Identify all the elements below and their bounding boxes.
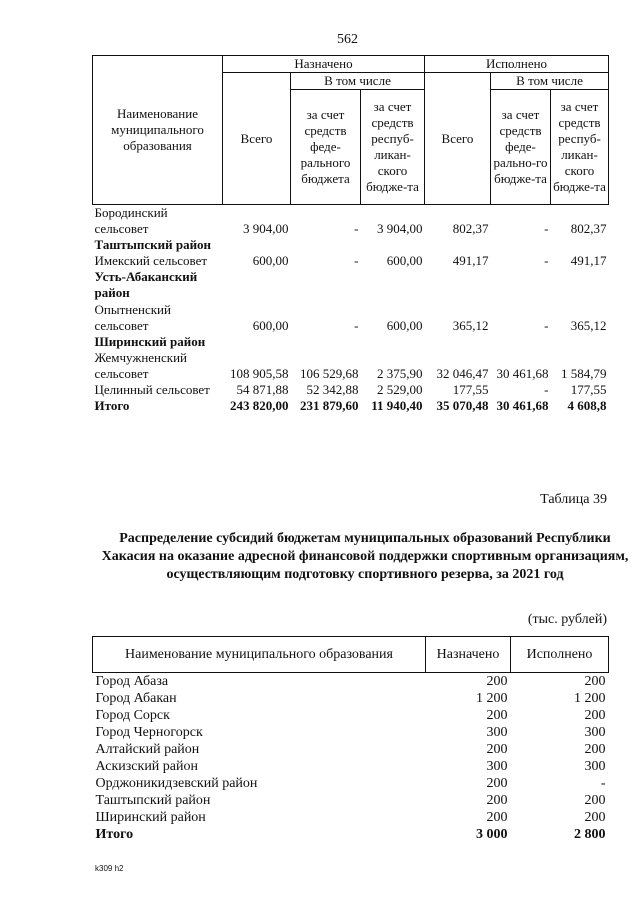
row-name: Город Абаза: [95, 674, 169, 689]
row-name: Ширинский район: [94, 333, 206, 349]
row-value: 3 904,00: [243, 221, 289, 237]
row-value: [425, 237, 491, 253]
header-assigned: Назначено: [223, 56, 425, 73]
row-value: [291, 269, 361, 301]
row-assigned: 200: [486, 810, 508, 825]
row-value: [291, 334, 361, 350]
row-value: -: [544, 253, 549, 269]
row-value: 11 940,40: [371, 398, 423, 414]
table-row: [93, 205, 609, 238]
header-assigned-fed: за счет средств феде-рального бюджета: [291, 90, 361, 205]
row-value: 600,00: [386, 253, 423, 269]
row-executed: 200: [584, 708, 606, 723]
row-value: 2 375,90: [377, 365, 423, 381]
table-row: [93, 673, 609, 691]
row-assigned: 200: [486, 776, 508, 791]
subsidy-table-continued: [92, 55, 609, 414]
row-value: [425, 334, 491, 350]
row-name: Город Черногорск: [95, 725, 203, 740]
table-row: [93, 253, 609, 269]
table-row: [93, 792, 609, 809]
row-value: 491,17: [452, 253, 489, 269]
row-value: [291, 237, 361, 253]
row-name: Целинный сельсовет: [94, 382, 210, 398]
header-assigned-rep: за счет средств респуб-ликан-ского бюдже-та: [361, 90, 425, 205]
row-assigned: 300: [486, 759, 508, 774]
row-name: Имекский сельсовет: [94, 253, 208, 269]
row-executed: -: [600, 776, 606, 791]
footer-code: k309 h2: [95, 864, 124, 873]
row-executed: 200: [584, 810, 606, 825]
row-value: 30 461,68: [496, 365, 549, 381]
row-name: Усть-Абаканский район: [94, 269, 198, 301]
row-value: [551, 237, 609, 253]
row-value: [361, 237, 425, 253]
row-value: [491, 269, 551, 301]
row-value: [425, 269, 491, 301]
row-value: 54 871,88: [236, 382, 289, 398]
header-executed-total: Всего: [425, 73, 491, 205]
table-row: [93, 707, 609, 724]
row-assigned: 200: [486, 793, 508, 808]
header-executed: Исполнено: [425, 56, 609, 73]
row-executed: 200: [584, 674, 606, 689]
table-row: [93, 758, 609, 775]
row-name: Жемчужненский сельсовет: [94, 349, 188, 381]
row-value: 108 905,58: [230, 365, 289, 381]
row-value: 52 342,88: [306, 382, 359, 398]
row-value: [361, 334, 425, 350]
row-executed: 200: [584, 793, 606, 808]
table-title: Распределение субсидий бюджетам муниципальных образований Республики Хакасия на оказание адресной финансовой поддержки спортивным организациям, осуществляющим подготовку спортивного резерва, за 2021 год: [101, 531, 629, 582]
row-assigned: 3 000: [476, 827, 508, 842]
row-value: 365,12: [452, 317, 489, 333]
table-row: [93, 398, 609, 414]
row-name: Бородинский сельсовет: [94, 205, 168, 237]
row-executed: 300: [584, 759, 606, 774]
row-value: [551, 334, 609, 350]
header-executed-fed: за счет средств феде-рально-го бюдже-та: [491, 90, 551, 205]
row-value: 3 904,00: [377, 221, 423, 237]
header-name: Наименование муниципального образования: [93, 637, 426, 673]
table-row: [93, 382, 609, 398]
table-row: [93, 724, 609, 741]
row-value: 32 046,47: [436, 365, 489, 381]
row-name: Аскизский район: [95, 759, 198, 774]
row-name: Таштыпский район: [94, 237, 212, 253]
row-value: 177,55: [452, 382, 489, 398]
row-value: 802,37: [452, 221, 489, 237]
row-executed: 2 800: [574, 827, 606, 842]
sport-subsidy-table: [92, 636, 609, 843]
header-executed: Исполнено: [511, 637, 609, 673]
header-assigned-total: Всего: [223, 73, 291, 205]
row-executed: 200: [584, 742, 606, 757]
row-value: [491, 334, 551, 350]
row-value: [223, 269, 291, 301]
row-value: 600,00: [386, 317, 423, 333]
row-value: 802,37: [570, 221, 607, 237]
header-executed-rep: за счет средств респуб-ликан-ского бюдже-та: [551, 90, 609, 205]
table-number: Таблица 39: [540, 492, 607, 507]
row-value: -: [544, 221, 549, 237]
table-row: [93, 809, 609, 826]
header-assigned-including: В том числе: [291, 73, 425, 90]
table-row: [93, 302, 609, 334]
row-value: -: [354, 221, 359, 237]
table-row: [93, 690, 609, 707]
row-value: 30 461,68: [496, 398, 549, 414]
table-row: [93, 775, 609, 792]
row-value: -: [544, 382, 549, 398]
row-value: 600,00: [252, 253, 289, 269]
table-row: [93, 350, 609, 382]
row-assigned: 200: [486, 742, 508, 757]
row-name: Опытненский сельсовет: [94, 301, 171, 333]
row-name: Ширинский район: [95, 810, 206, 825]
table-row: [93, 741, 609, 758]
table-row: [93, 269, 609, 301]
row-value: 1 584,79: [561, 365, 607, 381]
header-assigned: Назначено: [426, 637, 511, 673]
row-value: 35 070,48: [436, 398, 489, 414]
row-executed: 1 200: [574, 691, 606, 706]
header-executed-including: В том числе: [491, 73, 609, 90]
row-value: [223, 237, 291, 253]
row-value: [361, 269, 425, 301]
row-name: Город Сорск: [95, 708, 170, 723]
header-name: Наименование муниципального образования: [93, 56, 223, 205]
page-number: 562: [337, 32, 358, 47]
row-value: 365,12: [570, 317, 607, 333]
row-value: 491,17: [570, 253, 607, 269]
row-executed: 300: [584, 725, 606, 740]
row-name: Орджоникидзевский район: [95, 776, 258, 791]
row-name: Город Абакан: [95, 691, 177, 706]
row-value: 4 608,8: [567, 398, 607, 414]
row-assigned: 200: [486, 674, 508, 689]
row-value: 106 529,68: [300, 365, 359, 381]
row-value: [491, 237, 551, 253]
row-value: 231 879,60: [300, 398, 359, 414]
table-row: [93, 826, 609, 843]
row-value: 243 820,00: [230, 398, 289, 414]
row-value: -: [354, 317, 359, 333]
row-value: -: [544, 317, 549, 333]
row-assigned: 1 200: [476, 691, 508, 706]
row-value: [551, 269, 609, 301]
row-assigned: 300: [486, 725, 508, 740]
row-assigned: 200: [486, 708, 508, 723]
row-name: Итого: [94, 398, 130, 414]
units-label: (тыс. рублей): [527, 612, 607, 627]
table-row: [93, 237, 609, 253]
row-value: 177,55: [570, 382, 607, 398]
row-value: [223, 334, 291, 350]
row-value: -: [354, 253, 359, 269]
row-value: 600,00: [252, 317, 289, 333]
row-name: Алтайский район: [95, 742, 200, 757]
row-name: Таштыпский район: [95, 793, 211, 808]
row-value: 2 529,00: [377, 382, 423, 398]
row-name: Итого: [95, 827, 134, 842]
table-row: [93, 334, 609, 350]
